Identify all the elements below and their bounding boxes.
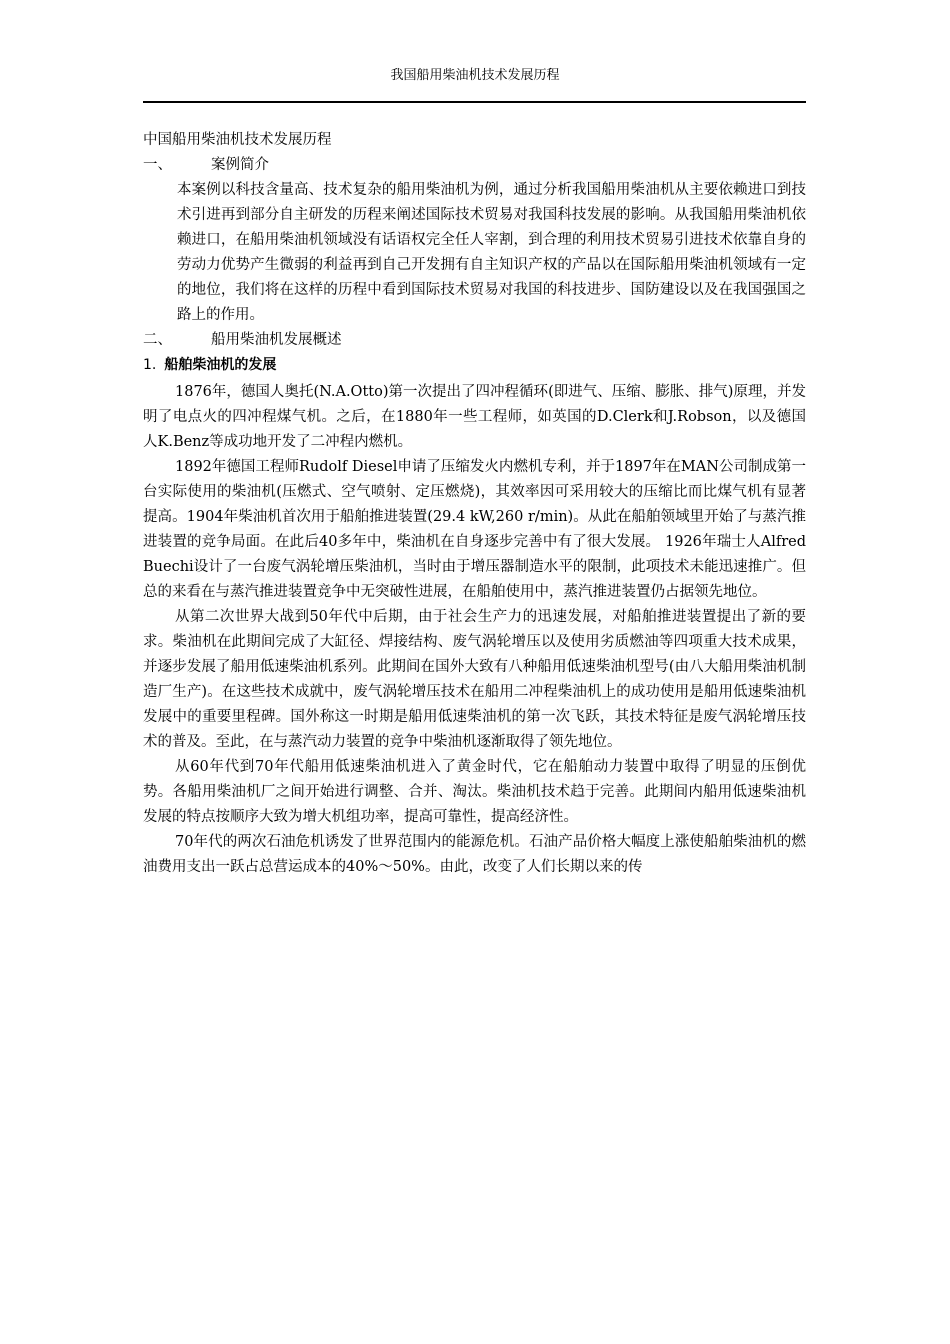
document-title: 中国船用柴油机技术发展历程 <box>143 132 332 148</box>
header-divider <box>143 101 806 103</box>
document-body <box>143 128 806 880</box>
body-paragraph: 70年代的两次石油危机诱发了世界范围内的能源危机。石油产品价格大幅度上涨使船舶柴油机的燃油费用支出一跃占总营运成本的40%～50%。由此，改变了人们长期以来的传 <box>143 834 806 875</box>
subsection-heading <box>143 353 806 378</box>
running-header: 我国船用柴油机技术发展历程 <box>390 68 560 83</box>
section-heading-2 <box>143 328 806 353</box>
section-title: 案例简介 <box>211 157 269 173</box>
section-title: 船用柴油机发展概述 <box>211 332 342 348</box>
section-number: 一、 <box>143 157 172 173</box>
body-paragraph: 1876年，德国人奥托(N.A.Otto)第一次提出了四冲程循环(即进气、压缩、膨胀、排气)原理，并发明了电点火的四冲程煤气机。之后，在1880年一些工程师，如英国的D.Clerk和J.Robson，以及德国人K.Benz等成功地开发了二冲程内燃机。 <box>143 384 806 450</box>
section-heading-1 <box>143 153 806 178</box>
intro-paragraph: 本案例以科技含量高、技术复杂的船用柴油机为例，通过分析我国船用柴油机从主要依赖进口到技术引进再到部分自主研发的历程来阐述国际技术贸易对我国科技发展的影响。从我国船用柴油机依赖进口，在船用柴油机领域没有话语权完全任人宰割，到合理的利用技术贸易引进技术依靠自身的劳动力优势产生微弱的利益再到自己开发拥有自主知识产权的产品以在国际船用柴油机领域有一定的地位，我们将在这样的历程中看到国际技术贸易对我国的科技进步、国防建设以及在我国强国之路上的作用。 <box>177 182 806 323</box>
subsection-number: 1. <box>143 357 157 373</box>
section-number: 二、 <box>143 332 172 348</box>
body-paragraph: 1892年德国工程师Rudolf Diesel申请了压缩发火内燃机专利，并于1897年在MAN公司制成第一台实际使用的柴油机(压燃式、空气喷射、定压燃烧)，其效率因可采用较大的压缩比而比煤气机有显著提高。1904年柴油机首次用于船舶推进装置(29.4 kW,260 r/min)。从此在船舶领域里开始了与蒸汽推进装置的竞争局面。在此后40多年中，柴油机在自身逐步完善中有了很大发展。 1926年瑞士人Alfred Buechi设计了一台废气涡轮增压柴油机，当时由于增压器制造水平的限制，此项技术未能迅速推广。但总的来看在与蒸汽推进装置竞争中无突破性进展，在船舶使用中，蒸汽推进装置仍占据领先地位。 <box>143 459 806 600</box>
body-paragraph: 从60年代到70年代船用低速柴油机进入了黄金时代，它在船舶动力装置中取得了明显的压倒优势。各船用柴油机厂之间开始进行调整、合并、淘汰。柴油机技术趋于完善。此期间内船用低速柴油机发展的特点按顺序大致为增大机组功率，提高可靠性，提高经济性。 <box>143 759 806 825</box>
subsection-title: 船舶柴油机的发展 <box>164 357 277 373</box>
body-paragraph: 从第二次世界大战到50年代中后期，由于社会生产力的迅速发展，对船舶推进装置提出了新的要求。柴油机在此期间完成了大缸径、焊接结构、废气涡轮增压以及使用劣质燃油等四项重大技术成果，并逐步发展了船用低速柴油机系列。此期间在国外大致有八种船用低速柴油机型号(由八大船用柴油机制造厂生产)。在这些技术成就中，废气涡轮增压技术在船用二冲程柴油机上的成功使用是船用低速柴油机发展中的重要里程碑。国外称这一时期是船用低速柴油机的第一次飞跃，其技术特征是废气涡轮增压技术的普及。至此，在与蒸汽动力装置的竞争中柴油机逐渐取得了领先地位。 <box>143 609 806 750</box>
